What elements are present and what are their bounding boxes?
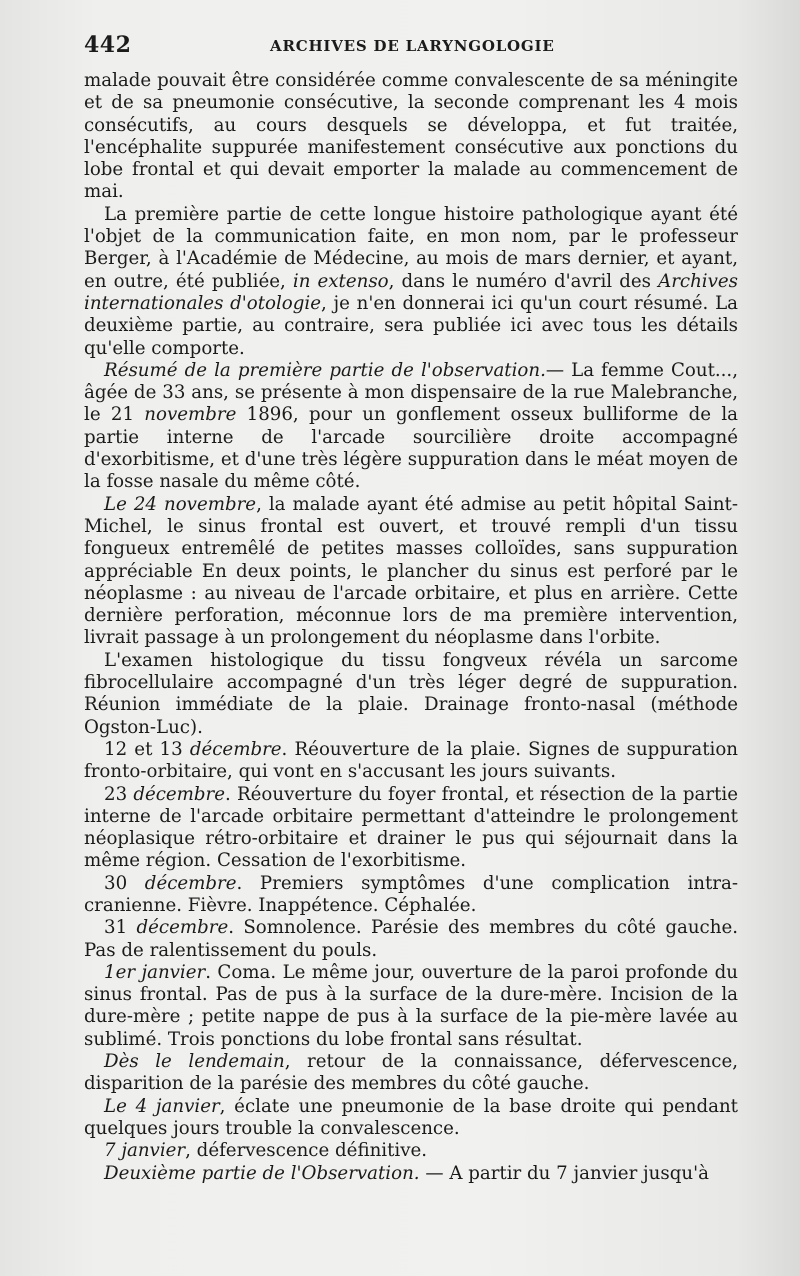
paragraph: [84, 1163, 738, 1185]
paragraph: [84, 1140, 738, 1162]
text-run: malade pouvait être considérée comme convalescente de sa méningite et de sa pneumonie consécutive, la seconde comprenant les 4 mois consécutifs, au cours desquels se développa, et fut traitée, l'encéphalite suppurée manifestement consécutive aux ponctions du lobe frontal et qui devait emporter la malade au commencement de mai.: [84, 70, 738, 203]
paragraph: [84, 70, 738, 204]
paragraph: [84, 784, 738, 873]
italic-text: 7 janvier: [104, 1140, 186, 1162]
italic-text: Deuxième partie de l'Observation.: [104, 1162, 420, 1184]
paragraph: [84, 360, 738, 494]
text-run: , éclate une pneumonie de la base droite qui pendant quelques jours trouble la convalescence.: [84, 1095, 738, 1139]
italic-text: novembre: [144, 404, 237, 426]
italic-text: Résumé de la première partie de l'observation.: [104, 359, 546, 381]
italic-text: décembre: [133, 783, 226, 805]
text-run: — A partir du 7 janvier jusqu'à: [419, 1162, 709, 1184]
text-run: . Réouverture de la plaie. Signes de suppuration fronto-orbitaire, qui vont en s'accusant les jours suivants.: [84, 738, 739, 783]
text-run: 30: [104, 872, 145, 894]
italic-text: décembre: [189, 738, 282, 760]
text-run: , défervescence définitive.: [185, 1140, 428, 1162]
paragraph: [84, 917, 738, 962]
text-run: , retour de la connaissance, défervescence, disparition de la parésie des membres du côté gauche.: [84, 1051, 739, 1095]
paragraph: [84, 650, 738, 739]
text-run: 1896, pour un gonflement osseux bulliforme de la partie interne de l'arcade sourcilière droite accompagné d'exorbitisme, et d'une très légère suppuration dans le méat moyen de la fosse nasale du même côté.: [84, 404, 738, 493]
text-run: 31: [104, 917, 137, 939]
page-header: [84, 32, 740, 62]
text-run: . Somnolence. Parésie des membres du côté gauche. Pas de ralentissement du pouls.: [84, 917, 738, 961]
paragraph: [84, 204, 738, 360]
text-run: 12 et 13: [104, 738, 190, 760]
paragraph: [84, 873, 738, 918]
text-run: . Premiers symptômes d'une complication intra-cranienne. Fièvre. Inappétence. Céphalée.: [84, 872, 738, 916]
paragraph: [84, 1051, 738, 1096]
text-run: , je n'en donnerai ici qu'un court résumé. La deuxième partie, au contraire, sera publiée ici avec tous les détails qu'elle comporte.: [84, 292, 738, 359]
italic-text: 1er janvier: [104, 961, 206, 983]
body-text: [84, 70, 738, 1185]
paragraph: [84, 494, 738, 650]
text-run: — La femme Cout..., âgée de 33 ans, se présente à mon dispensaire de la rue Malebranche, le 21: [84, 359, 738, 426]
text-run: , la malade ayant été admise au petit hôpital Saint-Michel, le sinus frontal est ouvert, et trouvé rempli d'un tissu fongueux entremêlé de petites masses colloïdes, sans suppuration appréciable En deux points, le plancher du sinus est perforé par le néoplasme : au niveau de l'arcade orbitaire, et plus en arrière. Cette dernière perforation, méconnue lors de ma première intervention, livrait passage à un prolongement du néoplasme dans l'orbite.: [84, 493, 738, 649]
text-run: . Coma. Le même jour, ouverture de la paroi profonde du sinus frontal. Pas de pus à la surface de la dure-mère. Incision de la dure-mère ; petite nappe de pus à la surface de la pie-mère lavée au sublimé. Trois ponctions du lobe frontal sans résultat.: [84, 961, 738, 1050]
italic-text: décembre: [136, 917, 229, 939]
text-run: . Réouverture du foyer frontal, et résection de la partie interne de l'arcade orbitaire permettant d'atteindre le prolongement néoplasique rétro-orbitaire et drainer le pus qui séjournait dans la même région. Cessation de l'exorbitisme.: [84, 783, 738, 872]
text-run: L'examen histologique du tissu fongveux révéla un sarcome fibrocellulaire accompagné d'un très léger degré de suppuration. Réunion immédiate de la plaie. Drainage fronto-nasal (méthode Ogston-Luc).: [84, 649, 738, 738]
running-title: ARCHIVES DE LARYNGOLOGIE: [270, 37, 555, 55]
paragraph: [84, 739, 738, 784]
italic-text: décembre: [144, 872, 237, 894]
italic-text: in extenso: [292, 270, 389, 292]
italic-text: Dès le lendemain: [104, 1051, 285, 1073]
page-number: 442: [84, 32, 132, 58]
paragraph: [84, 962, 738, 1051]
paragraph: [84, 1096, 738, 1141]
text-run: La première partie de cette longue histoire pathologique ayant été l'objet de la communication faite, en mon nom, par le professeur Berger, à l'Académie de Médecine, au mois de mars dernier, et ayant, en outre, été publiée,: [84, 203, 738, 292]
italic-text: Archives internationales d'otologie: [84, 270, 738, 314]
italic-text: Le 24 novembre: [104, 493, 257, 515]
text-run: , dans le numéro d'avril des: [388, 270, 659, 292]
text-run: 23: [104, 783, 134, 805]
italic-text: Le 4 janvier: [104, 1095, 220, 1117]
